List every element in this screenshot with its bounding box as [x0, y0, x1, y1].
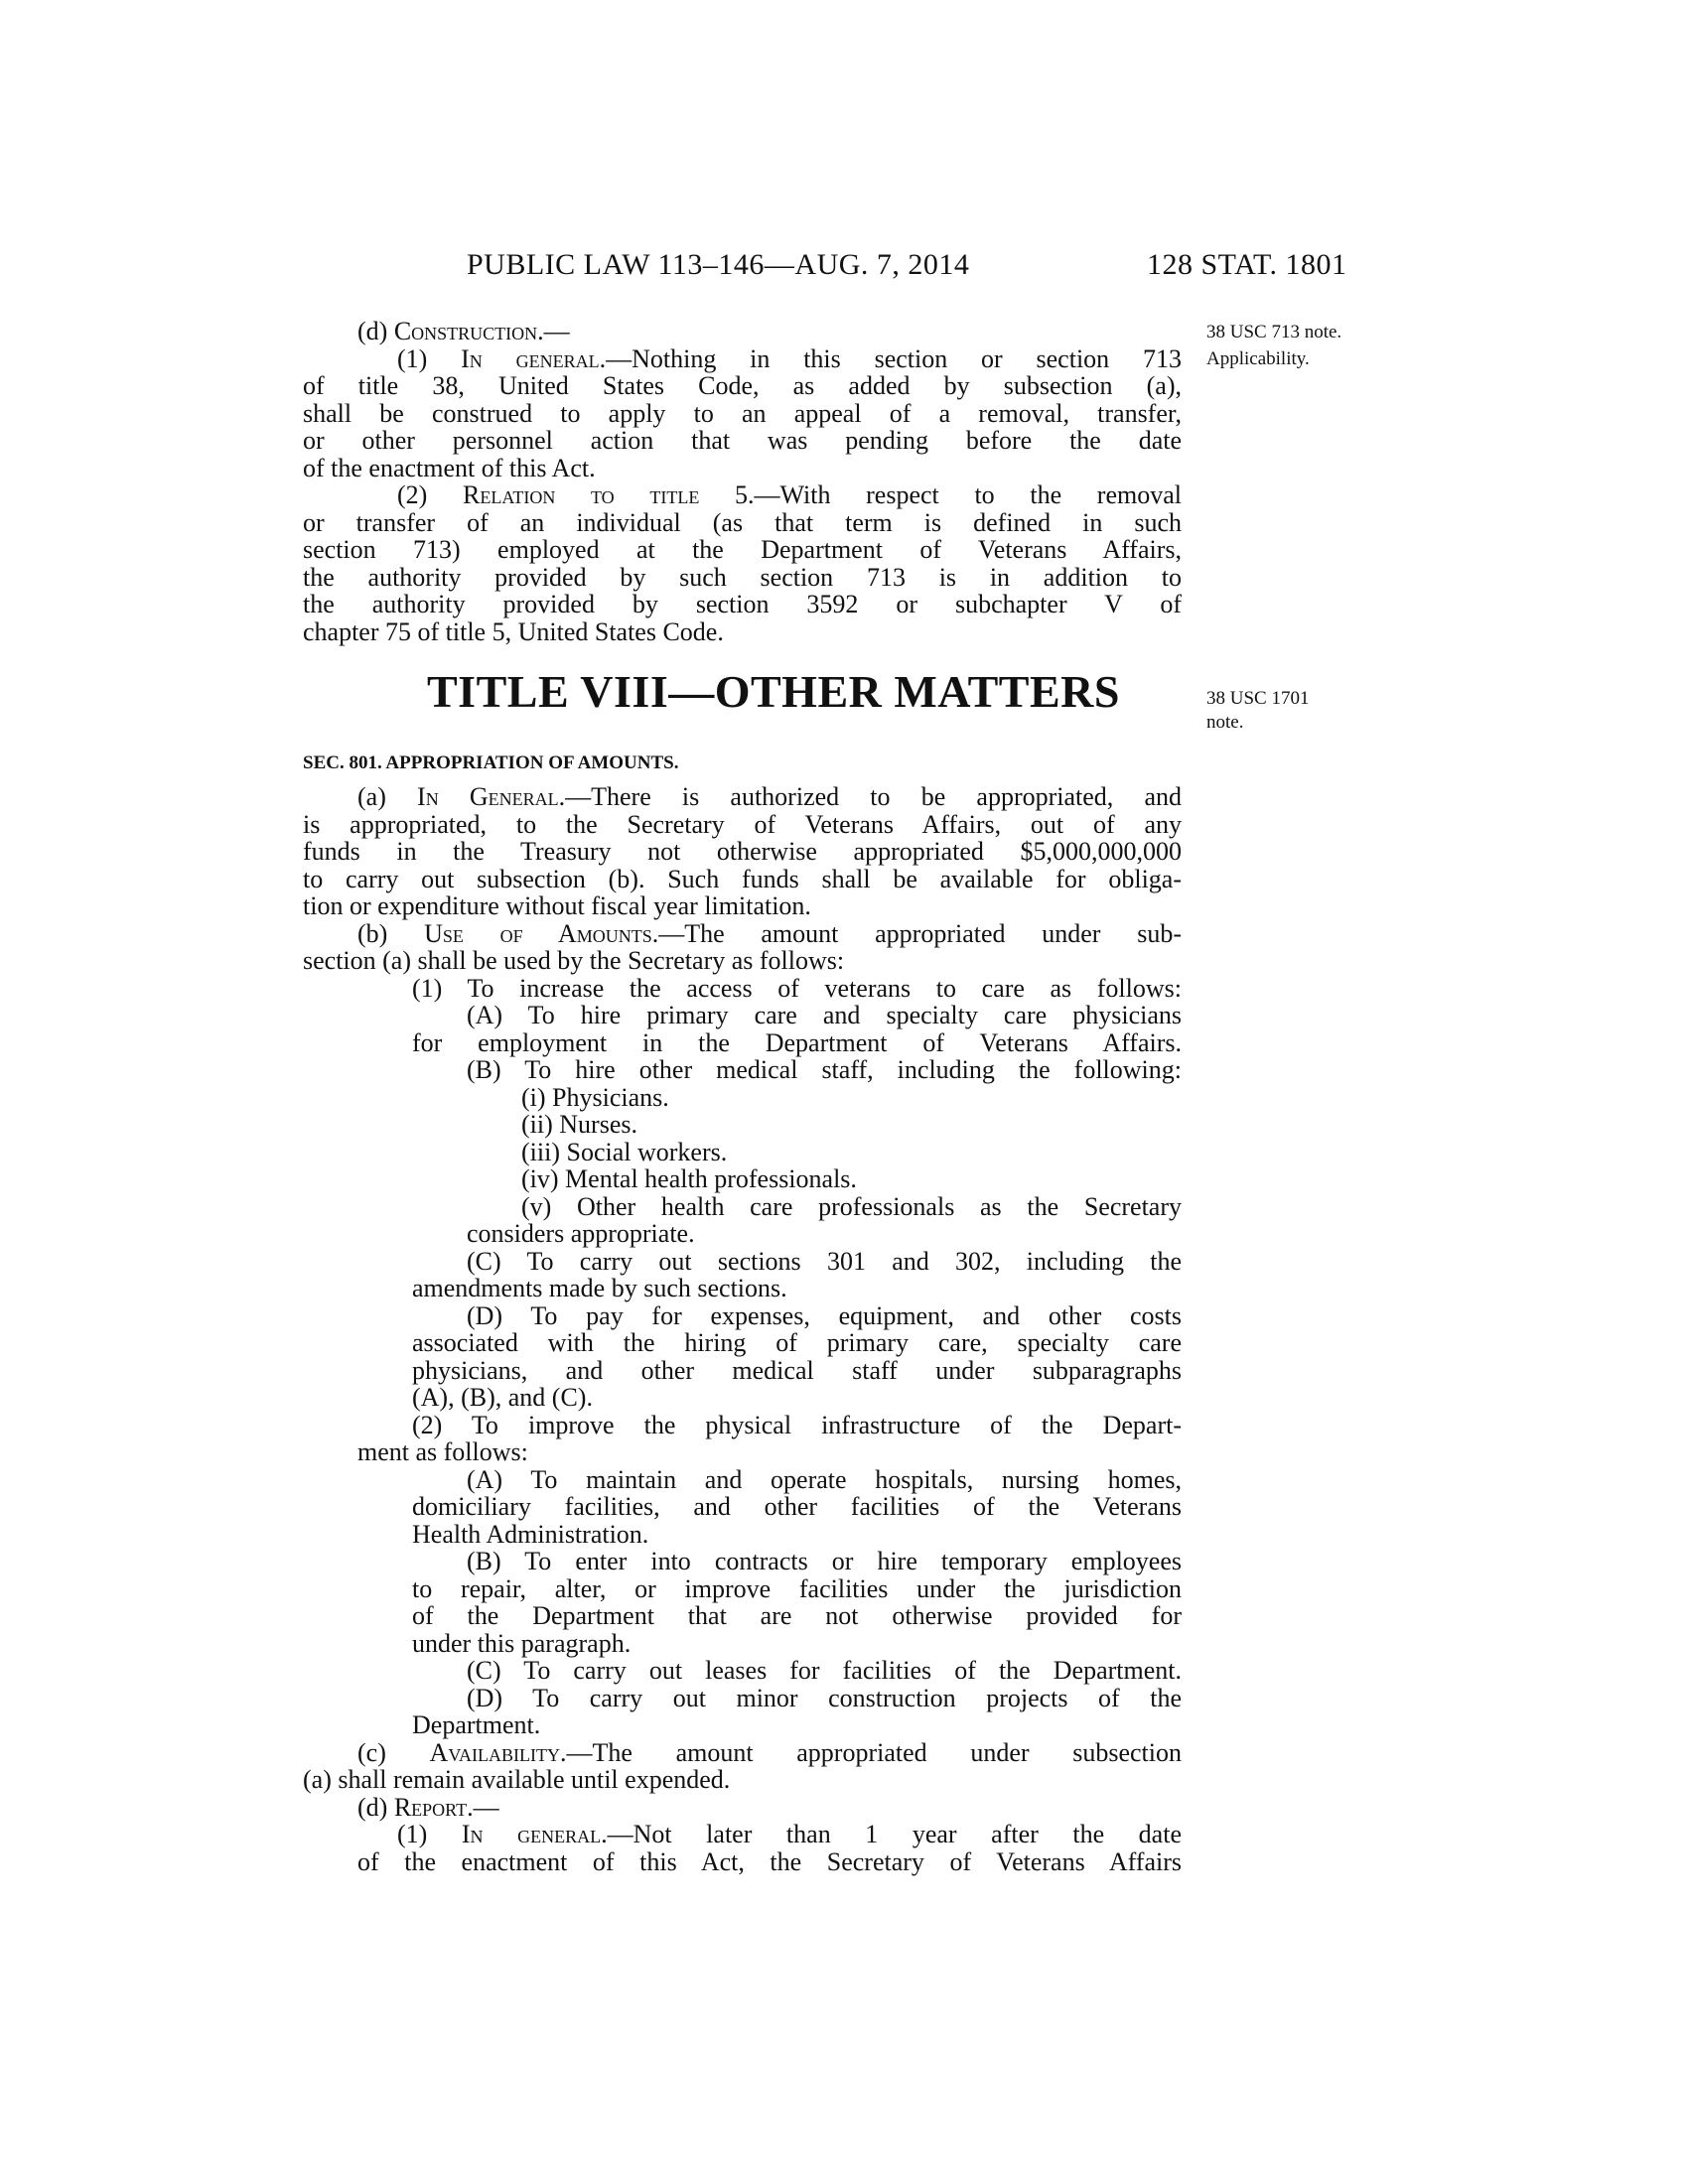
text-line — [397, 345, 1182, 373]
text-line: for employment in the Department of Veterans Affairs. — [412, 1029, 1182, 1057]
line-prefix: (1) — [397, 1821, 462, 1848]
subsection-heading: Report — [393, 1793, 468, 1822]
line-prefix: (c) — [357, 1739, 430, 1767]
text-line: tion or expenditure without fiscal year limitation. — [303, 891, 811, 920]
text-line: (D) To pay for expenses, equipment, and other costs — [467, 1302, 1182, 1330]
text-line: (i) Physicians. — [521, 1083, 669, 1112]
text-line — [357, 318, 570, 345]
text-line: (iv) Mental health professionals. — [521, 1164, 857, 1193]
line-text: .—The amount appropriated under sub- — [651, 920, 1182, 948]
text-line — [357, 920, 1182, 948]
text-line: (A), (B), and (C). — [412, 1383, 593, 1412]
line-text: .—There is authorized to be appropriated, and — [558, 783, 1182, 811]
text-line: (D) To carry out minor construction projects of the — [467, 1685, 1182, 1712]
line-prefix: (b) — [357, 920, 425, 948]
text-line: is appropriated, to the Secretary of Veterans Affairs, out of any — [303, 811, 1182, 839]
margin-note-citation-2: 38 USC 1701 — [1206, 688, 1310, 709]
subsection-heading: In general — [461, 345, 600, 373]
text-line: chapter 75 of title 5, United States Code. — [303, 617, 724, 646]
text-line: considers appropriate. — [467, 1219, 695, 1248]
section-heading: SEC. 801. APPROPRIATION OF AMOUNTS. — [303, 752, 679, 773]
margin-note-citation-1: 38 USC 713 note. — [1206, 322, 1342, 342]
margin-note-note: note. — [1206, 712, 1244, 733]
text-line: (B) To enter into contracts or hire temporary employees — [467, 1548, 1182, 1575]
line-text: .— — [467, 1793, 499, 1822]
running-header-stat: 128 STAT. 1801 — [1147, 248, 1347, 281]
text-line — [357, 1794, 499, 1822]
text-line: funds in the Treasury not otherwise appropriated $5,000,000,000 — [303, 838, 1182, 866]
text-line: or transfer of an individual (as that term is defined in such — [303, 509, 1182, 537]
text-line: (1) To increase the access of veterans to care as follows: — [412, 975, 1182, 1003]
text-line: (a) shall remain available until expended. — [303, 1765, 731, 1794]
text-line: shall be construed to apply to an appeal of a removal, transfer, — [303, 400, 1182, 428]
text-line: to carry out subsection (b). Such funds shall be available for obliga- — [303, 866, 1182, 893]
line-text: .—With respect to the removal — [748, 481, 1182, 509]
subsection-heading: Relation to title 5 — [463, 481, 749, 509]
text-line — [357, 1739, 1182, 1767]
subsection-heading: Availability — [429, 1739, 560, 1767]
text-line: associated with the hiring of primary care, specialty care — [412, 1329, 1182, 1357]
line-prefix: (d) — [357, 1793, 394, 1822]
text-line: domiciliary facilities, and other facilities of the Veterans — [412, 1493, 1182, 1521]
text-line: (v) Other health care professionals as the Secretary — [521, 1193, 1182, 1221]
margin-note-applicability: Applicability. — [1206, 348, 1310, 369]
text-line: to repair, alter, or improve facilities under the jurisdiction — [412, 1575, 1182, 1603]
line-text: .— — [537, 317, 570, 345]
line-text: .—Not later than 1 year after the date — [601, 1821, 1182, 1848]
text-line: ment as follows: — [357, 1437, 528, 1466]
title-heading: TITLE VIII—OTHER MATTERS — [427, 666, 1120, 717]
line-prefix: (2) — [397, 481, 463, 509]
text-line: or other personnel action that was pending before the date — [303, 427, 1182, 455]
line-text: .—Nothing in this section or section 713 — [599, 345, 1182, 373]
text-line: of title 38, United States Code, as added by subsection (a), — [303, 372, 1182, 400]
text-line: (B) To hire other medical staff, including the following: — [467, 1056, 1182, 1084]
line-prefix: (d) — [357, 317, 394, 345]
text-line: Health Administration. — [412, 1520, 649, 1549]
text-line — [397, 481, 1182, 509]
running-header-law: PUBLIC LAW 113–146—AUG. 7, 2014 — [467, 248, 970, 281]
text-line: section 713) employed at the Department of Veterans Affairs, — [303, 536, 1182, 564]
subsection-heading: Use of Amounts — [424, 920, 652, 948]
text-line: the authority provided by section 3592 or subchapter V of — [303, 591, 1182, 618]
text-line: (2) To improve the physical infrastructure of the Depart- — [412, 1412, 1182, 1439]
text-line: (C) To carry out leases for facilities of the Department. — [467, 1657, 1182, 1685]
text-line — [397, 1821, 1182, 1848]
subsection-heading: In general — [461, 1821, 602, 1848]
text-line: physicians, and other medical staff under subparagraphs — [412, 1357, 1182, 1385]
subsection-heading: Construction — [393, 317, 538, 345]
subsection-heading: In General — [417, 783, 559, 811]
text-line: the authority provided by such section 713 is in addition to — [303, 564, 1182, 592]
line-prefix: (a) — [357, 783, 418, 811]
text-line: of the enactment of this Act. — [303, 454, 596, 482]
text-line: under this paragraph. — [412, 1629, 632, 1658]
text-line: (C) To carry out sections 301 and 302, including the — [467, 1248, 1182, 1276]
line-prefix: (1) — [397, 345, 462, 373]
line-text: .—The amount appropriated under subsection — [559, 1739, 1182, 1767]
text-line: (A) To hire primary care and specialty care physicians — [467, 1002, 1182, 1029]
text-line: of the Department that are not otherwise provided for — [412, 1602, 1182, 1630]
text-line: (A) To maintain and operate hospitals, nursing homes, — [467, 1466, 1182, 1494]
text-line: amendments made by such sections. — [412, 1274, 787, 1302]
text-line: section (a) shall be used by the Secretary as follows: — [303, 946, 845, 975]
text-line: Department. — [412, 1710, 541, 1739]
text-line — [357, 783, 1182, 811]
text-line: (ii) Nurses. — [521, 1110, 637, 1139]
text-line: of the enactment of this Act, the Secretary of Veterans Affairs — [357, 1848, 1182, 1876]
text-line: (iii) Social workers. — [521, 1138, 728, 1166]
